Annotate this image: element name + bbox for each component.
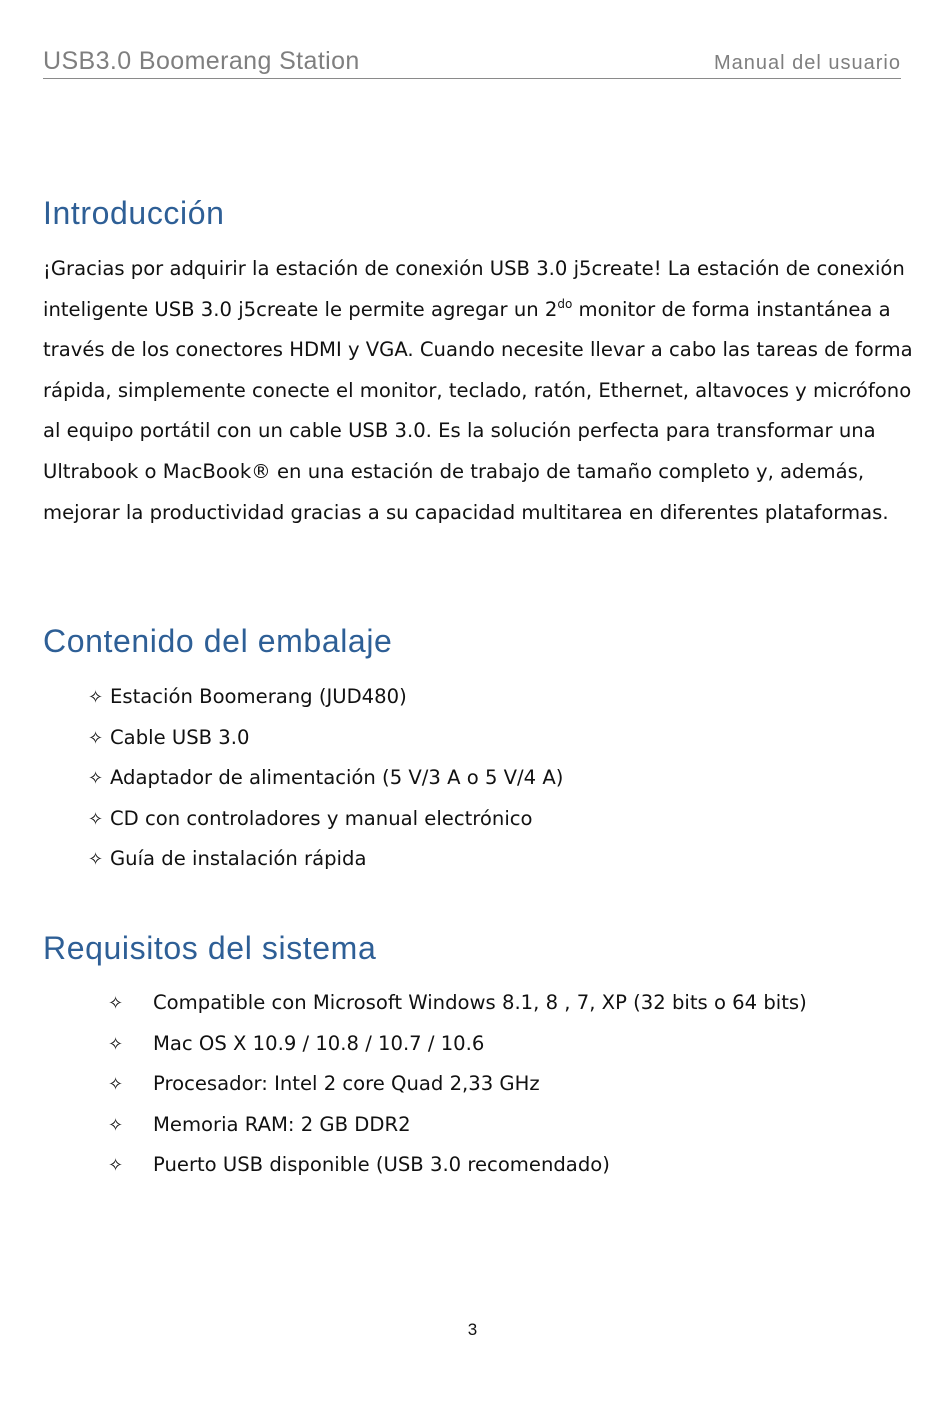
star-bullet-icon: ✧ [88,687,104,708]
list-item-text: Cable USB 3.0 [110,725,250,749]
package-contents-heading: Contenido del embalaje [43,623,393,659]
list-item [108,1145,807,1186]
list-item [108,1064,807,1105]
list-item [108,983,807,1024]
star-bullet-icon: ✧ [88,808,104,830]
list-item [108,1024,807,1065]
document-title: USB3.0 Boomerang Station [43,47,360,75]
system-requirements-list [108,983,807,1186]
page-number: 3 [467,1320,478,1339]
list-item-text: Compatible con Microsoft Windows 8.1, 8 , 7, XP (32 bits o 64 bits) [153,991,807,1014]
list-item-text: Guía de instalación rápida [110,847,367,871]
ordinal-superscript: do [557,296,573,311]
introduction-text-end: monitor de forma instantánea a través de los conectores HDMI y VGA. Cuando necesite llevar a cabo las tareas de forma rápida, simplemente conecte el monitor, teclado, ratón, Ethernet, altavoces y micrófono al equipo portátil con un cable USB 3.0. Es la solución perfecta para transformar una Ultrabook o MacBook® en una estación de trabajo de tamaño completo y, además, mejorar la productividad gracias a su capacidad multitarea en diferentes plataformas. [43,297,913,524]
star-bullet-icon: ✧ [88,727,104,749]
list-item-text: CD con controladores y manual electrónico [110,806,533,830]
list-item [88,799,563,840]
list-item-text: Procesador: Intel 2 core Quad 2,33 GHz [153,1072,540,1096]
list-item-text: Mac OS X 10.9 / 10.8 / 10.7 / 10.6 [153,1031,485,1055]
star-bullet-icon: ✧ [88,768,104,790]
list-item [108,1105,807,1146]
introduction-text-start: ¡Gracias por adquirir la estación de conexión USB 3.0 j5create! La estación de conexión inteligente USB 3.0 j5create le permite agregar un 2 [43,257,905,321]
star-bullet-icon: ✧ [88,849,104,871]
star-bullet-icon: ✧ [108,1114,124,1136]
list-item-text: Adaptador de alimentación (5 V/3 A o 5 V/4 A) [110,766,564,790]
star-bullet-icon: ✧ [108,993,124,1014]
system-requirements-heading: Requisitos del sistema [43,930,377,966]
list-item-text: Memoria RAM: 2 GB DDR2 [153,1112,411,1136]
list-item-text: Estación Boomerang (JUD480) [110,685,407,708]
page-header [43,44,901,79]
introduction-paragraph [43,249,913,533]
star-bullet-icon: ✧ [108,1033,124,1055]
list-item [88,758,563,799]
list-item [88,677,563,718]
package-contents-list [88,677,563,880]
document-subtitle: Manual del usuario [714,52,901,74]
list-item [88,839,563,880]
star-bullet-icon: ✧ [108,1155,124,1177]
star-bullet-icon: ✧ [108,1074,124,1096]
introduction-heading: Introducción [43,195,225,231]
list-item [88,718,563,759]
list-item-text: Puerto USB disponible (USB 3.0 recomendado) [153,1153,610,1177]
